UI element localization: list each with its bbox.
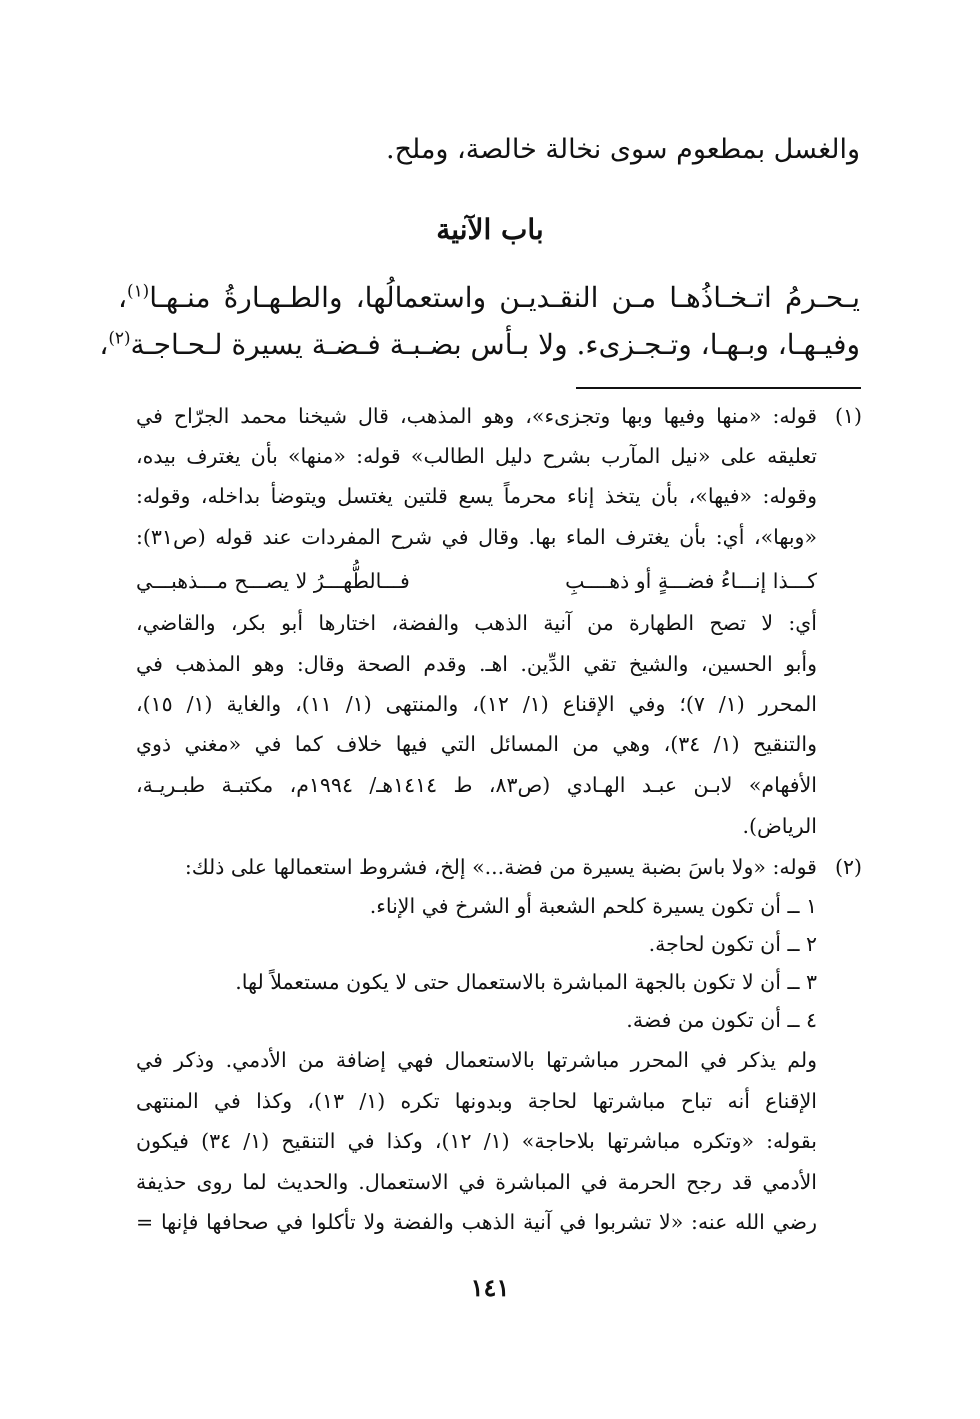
footnote-2-line: ولم يذكر في المحرر مباشرتها بالاستعمال فهي إضافة من الأدمي. وذكر في xyxy=(136,1048,817,1072)
footnote-2-line: بقوله: «وتكره مباشرتها بلاحاجة» (١/ ١٢)، وكذا في التنقيح (١/ ٣٤) فيكون xyxy=(136,1129,817,1153)
footnote-1-line: أي: لا تصح الطهارة من آنية الذهب والفضة، اختارها أبو بكر، والقاضي، xyxy=(136,611,817,635)
footnote-ref-1: (١) xyxy=(127,280,150,301)
footnote-1-line: المحرر (١/ ٧)؛ وفي الإقناع (١/ ١٢)، والمنتهى (١/ ١١)، والغاية (١/ ١٥)، xyxy=(136,692,817,716)
footnote-ref-2: (٢) xyxy=(108,327,131,348)
footnote-1-line: وأبو الحسين، والشيخ تقي الدِّين. اهـ. وقدم الصحة وقال: وهو المذهب في xyxy=(136,652,817,676)
footnote-1-line: الأفهام» لابـن عبـد الهـادي (ص٨٣، ط ١٤١٤هـ/ ١٩٩٤م، مكتبـة طبـريـة، xyxy=(136,773,817,797)
main-text-line-2-end: ، xyxy=(99,328,109,361)
verse-second-hemistich: فـــالطُّهـــرُ لا يصـــح مـــذهبـــي xyxy=(136,569,410,593)
footnote-2-condition: ٤ ــ أن تكون من فضة. xyxy=(626,1008,817,1032)
footnote-1-line: «وبها»، أي: بأن يغترف الماء بها. وقال في شرح المفردات عند قوله (ص٣١): xyxy=(136,525,817,549)
chapter-title: باب الآنية xyxy=(436,213,544,246)
footnote-2-line: رضي الله عنه: «لا تشربوا في آنية الذهب والفضة ولا تأكلوا في صحافها فإنها = xyxy=(136,1210,817,1234)
footnote-2-condition: ٢ ــ أن تكون لحاجة. xyxy=(648,932,817,956)
verse-first-hemistich: كـــذا إنـــاءُ فضـــةٍ أو ذهــــبِ xyxy=(565,569,817,593)
footnote-1-marker: (١) xyxy=(834,404,862,428)
footnote-1-verse xyxy=(136,571,817,592)
footnote-2-condition: ٣ ــ أن لا تكون بالجهة المباشرة بالاستعمال حتى لا يكون مستعملاً لها. xyxy=(235,970,817,994)
footnote-2-line: الإقناع أنه تباح مباشرتها لحاجة وبدونها تكره (١/ ١٣)، وكذا في المنتهى xyxy=(136,1089,817,1113)
main-text-line-1-body: يـحـرمُ اتـخـاذُهـا مـن النقـديـن واستعمالُها، والطـهـارةُ منـهـا xyxy=(149,281,860,314)
main-text-line-1-end: ، xyxy=(118,281,128,314)
main-text-line-2-body: وفيـهـا، وبـهـا، وتـجـزىء. ولا بـأس بضـبـة فـضـة يسيرة لـحـاجـة xyxy=(130,328,860,361)
footnote-1-line: وقوله: «فيها»، بأن يتخذ إناء محرماً يسع قلتين يغتسل ويتوضأ بداخله، وقوله: xyxy=(136,484,817,508)
footnote-2-intro: قوله: «ولا باسَ بضبة يسيرة من فضة...» إلخ، فشروط استعمالها على ذلك: xyxy=(184,855,817,879)
main-text-line-1 xyxy=(118,280,860,314)
footnote-2-marker: (٢) xyxy=(834,855,862,879)
page-number: ١٤١ xyxy=(470,1273,510,1302)
footnote-1-line: الرياض). xyxy=(742,814,817,838)
footnote-1-line: قوله: «منها وفيها وبها وتجزىء»، وهو المذهب، قال شيخنا محمد الجرّاح في xyxy=(136,404,817,428)
footnote-separator xyxy=(576,387,861,389)
continued-text-line: والغسل بمطعوم سوى نخالة خالصة، وملح. xyxy=(386,134,860,165)
footnote-2-line: الأدمي قد رجح الحرمة في المباشرة في الاستعمال. والحديث لما روى حذيفة xyxy=(136,1170,817,1194)
main-text-line-2 xyxy=(99,327,860,361)
footnote-1-line: تعليقه على «نيل المآرب بشرح دليل الطالب» قوله: «منها» بأن يغترف بيده، xyxy=(136,444,817,468)
footnote-1-line: والتنقيح (١/ ٣٤)، وهي من المسائل التي فيها خلاف كما في «مغني ذوي xyxy=(136,732,817,756)
footnote-2-condition: ١ ــ أن تكون يسيرة كلحم الشعبة أو الشرخ في الإناء. xyxy=(369,894,817,918)
